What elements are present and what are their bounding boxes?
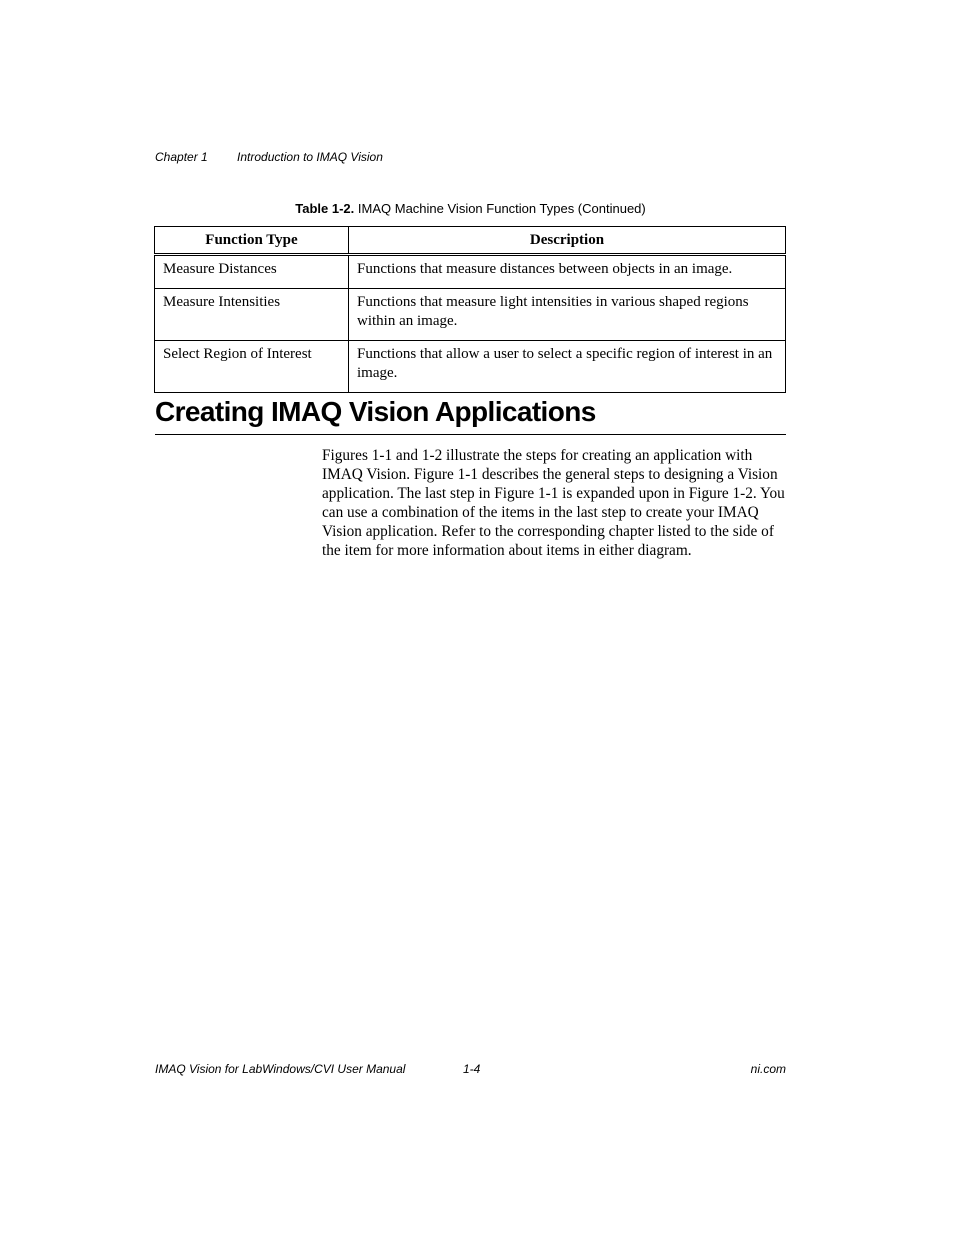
chapter-label: Chapter 1 bbox=[155, 150, 208, 164]
footer-manual-title: IMAQ Vision for LabWindows/CVI User Manual bbox=[155, 1062, 406, 1076]
footer-website: ni.com bbox=[750, 1062, 786, 1076]
table-row bbox=[155, 341, 786, 393]
body-paragraph: Figures 1-1 and 1-2 illustrate the steps for creating an application with IMAQ Vision. Figure 1-1 describes the general steps to designing a Vision application. The last step in Figure 1-1 is expanded upon in Figure 1-2. You can use a combination of the items in the last step to create your IMAQ Vision application. Refer to the corresponding chapter listed to the side of the item for more information about items in either diagram. bbox=[322, 447, 785, 559]
table-caption bbox=[155, 201, 786, 216]
page-header bbox=[155, 150, 383, 164]
page-footer bbox=[155, 1062, 786, 1078]
column-header-function-type: Function Type bbox=[155, 227, 349, 255]
function-type-cell: Select Region of Interest bbox=[155, 341, 349, 393]
section-heading: Creating IMAQ Vision Applications bbox=[155, 392, 786, 435]
column-header-description: Description bbox=[349, 227, 786, 255]
chapter-title: Introduction to IMAQ Vision bbox=[237, 150, 383, 164]
description-cell: Functions that allow a user to select a specific region of interest in an image. bbox=[349, 341, 786, 393]
function-type-cell: Measure Distances bbox=[155, 255, 349, 289]
description-cell: Functions that measure distances between objects in an image. bbox=[349, 255, 786, 289]
function-types-table bbox=[154, 226, 786, 393]
table-caption-label: Table 1-2. bbox=[295, 201, 355, 216]
function-type-cell: Measure Intensities bbox=[155, 289, 349, 341]
table-header-row bbox=[155, 227, 786, 255]
table-row bbox=[155, 289, 786, 341]
table-row bbox=[155, 255, 786, 289]
description-cell: Functions that measure light intensities in various shaped regions within an image. bbox=[349, 289, 786, 341]
footer-page-number: 1-4 bbox=[463, 1062, 481, 1076]
table-caption-text: IMAQ Machine Vision Function Types (Continued) bbox=[357, 201, 646, 216]
